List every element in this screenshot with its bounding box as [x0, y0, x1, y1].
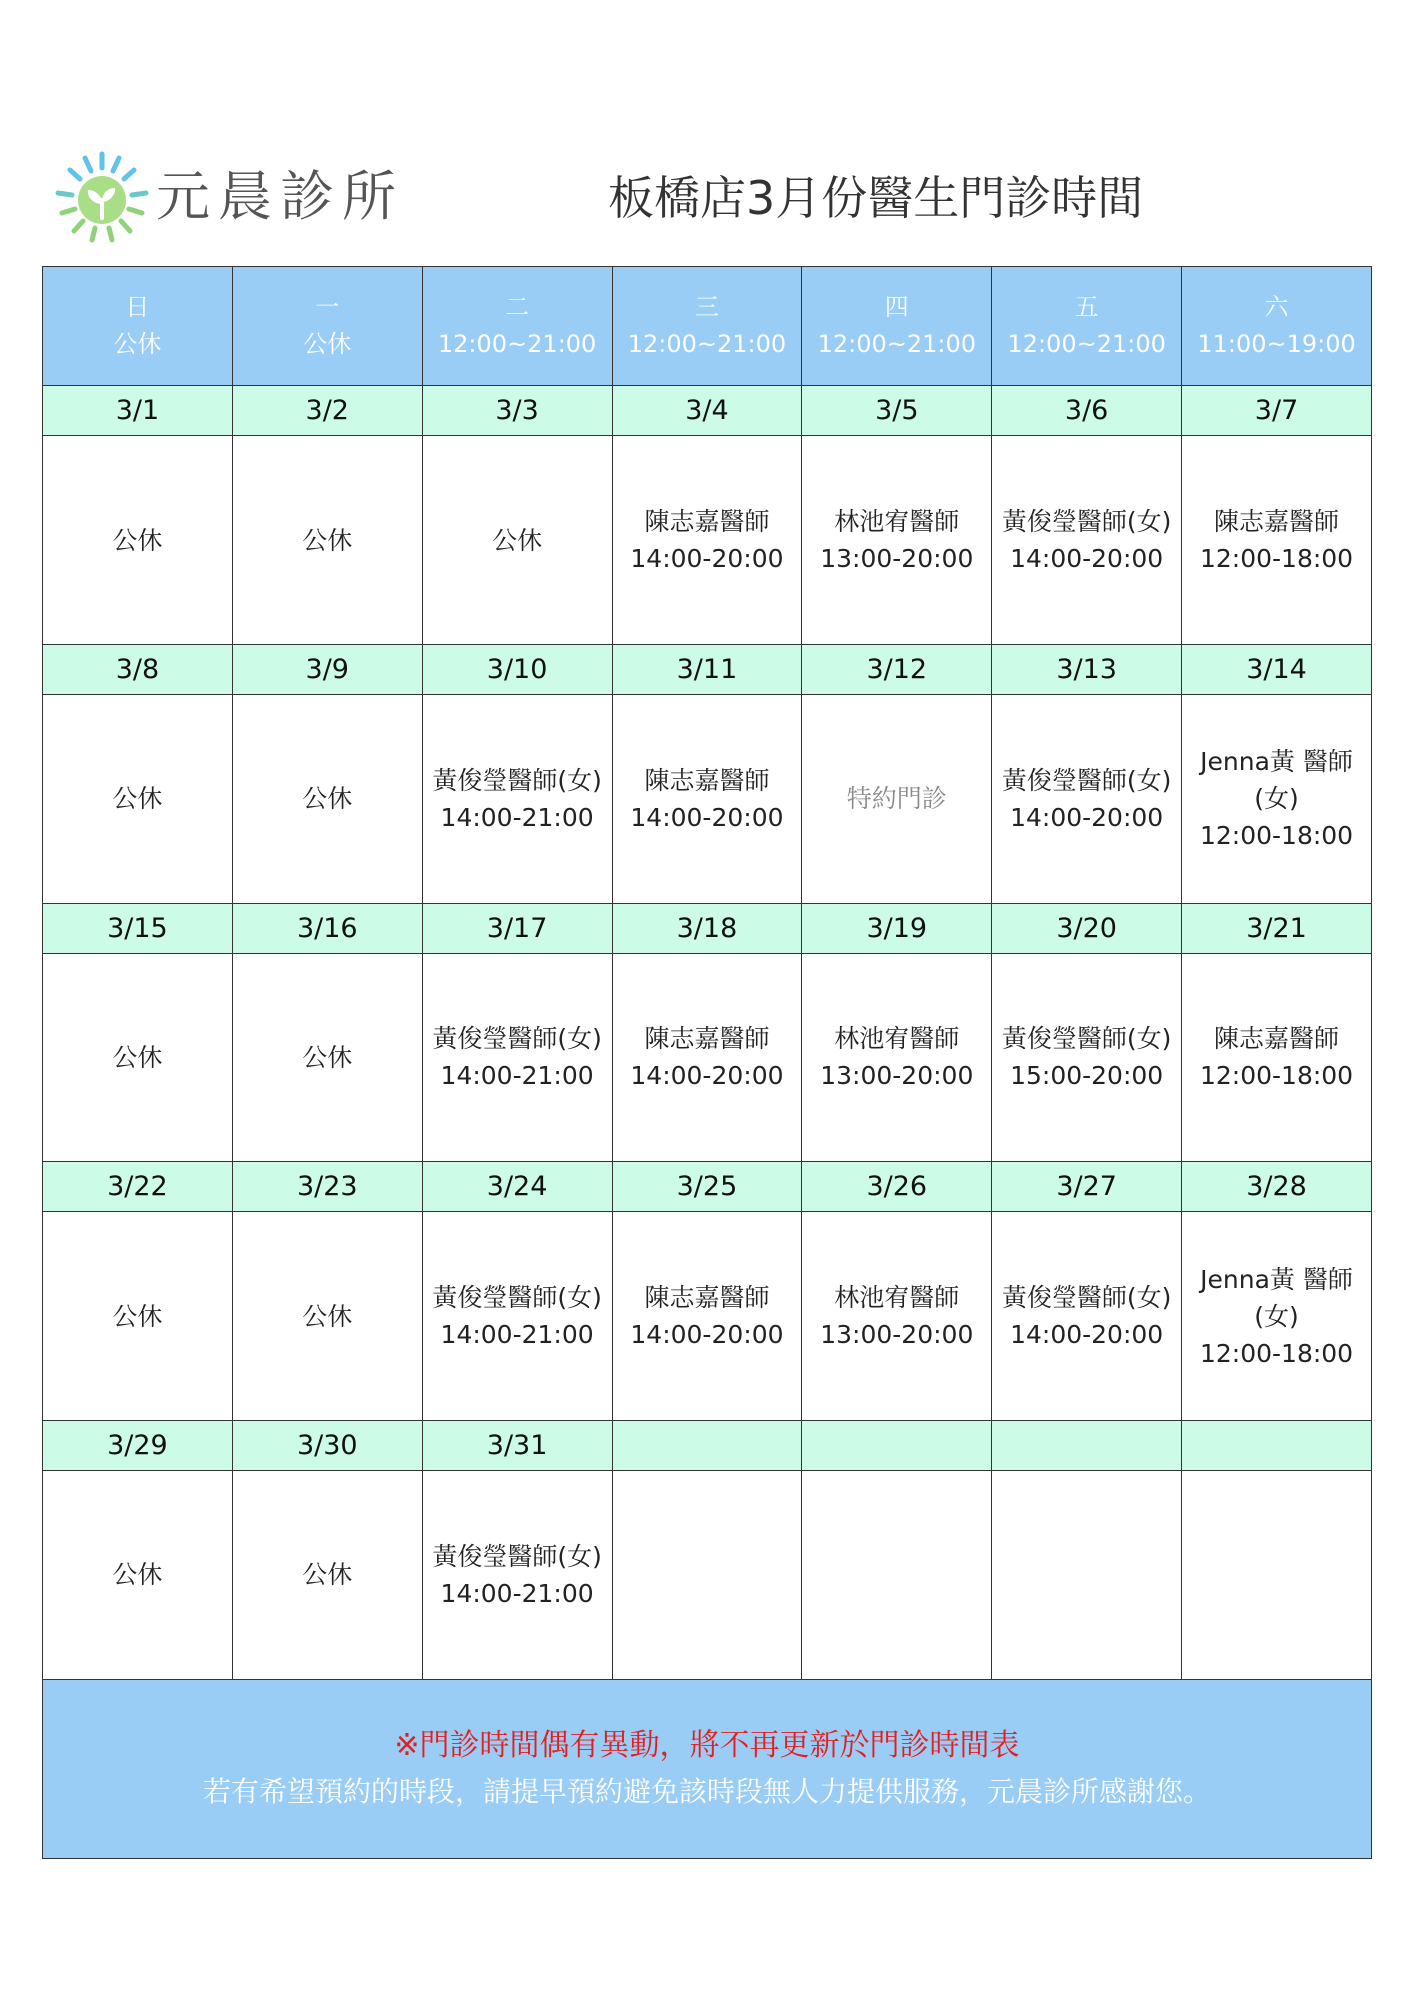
weekday-header-row — [43, 267, 1372, 386]
clinic-hours: 13:00-20:00 — [820, 1061, 974, 1091]
doctor-name: 黃俊瑩醫師(女) — [1001, 765, 1172, 795]
weekday-header-cell — [422, 267, 612, 386]
weekday-name: 三 — [694, 293, 719, 322]
date-cell — [992, 1420, 1182, 1470]
doctor-name: 公休 — [112, 1560, 163, 1590]
weekday-name: 四 — [884, 293, 909, 322]
date-cell: 3/20 — [992, 903, 1182, 953]
date-cell: 3/14 — [1182, 644, 1372, 694]
doctor-name: 公休 — [302, 1042, 353, 1072]
date-cell: 3/30 — [232, 1420, 422, 1470]
clinic-hours: 14:00-20:00 — [630, 1061, 784, 1091]
schedule-cell — [43, 1470, 233, 1679]
clinic-hours: 12:00-18:00 — [1199, 1338, 1354, 1368]
schedule-cell — [992, 1212, 1182, 1421]
schedule-cell — [612, 436, 802, 645]
schedule-cell — [422, 695, 612, 904]
schedule-cell — [992, 436, 1182, 645]
weekday-name: 日 — [125, 293, 150, 322]
date-cell: 3/19 — [802, 903, 992, 953]
weekday-hours: 12:00~21:00 — [1007, 330, 1166, 359]
weekday-name: 一 — [315, 293, 340, 322]
doctor-name: 黃俊瑩醫師(女) — [1001, 1024, 1172, 1054]
clinic-hours: 12:00-18:00 — [1199, 544, 1354, 574]
schedule-cell — [612, 1470, 802, 1679]
date-cell: 3/21 — [1182, 903, 1372, 953]
doctor-name: 公休 — [492, 525, 543, 555]
weekday-hours: 12:00~21:00 — [817, 330, 977, 359]
date-cell: 3/18 — [612, 903, 802, 953]
doctor-name: 陳志嘉醫師 — [644, 765, 770, 795]
date-cell: 3/8 — [43, 644, 233, 694]
weekday-name: 五 — [1074, 293, 1099, 322]
weekday-name: 二 — [505, 293, 530, 322]
weekday-hours: 11:00~19:00 — [1197, 330, 1356, 359]
clinic-hours: 13:00-20:00 — [820, 544, 974, 574]
page-title: 板橋店3月份醫生門診時間 — [608, 171, 1144, 225]
date-row — [43, 644, 1372, 694]
schedule-cell — [232, 695, 422, 904]
weekday-hours: 公休 — [303, 330, 352, 359]
schedule-cell — [422, 953, 612, 1162]
schedule-cell — [802, 436, 992, 645]
date-cell: 3/13 — [992, 644, 1182, 694]
weekday-hours: 12:00~21:00 — [437, 330, 597, 359]
doctor-name: 特約門診 — [846, 784, 947, 814]
date-row — [43, 1162, 1372, 1212]
date-row — [43, 386, 1372, 436]
doctor-name: 黃俊瑩醫師(女) — [1001, 507, 1172, 537]
schedule-cell — [232, 1212, 422, 1421]
date-cell: 3/11 — [612, 644, 802, 694]
schedule-cell — [612, 953, 802, 1162]
doctor-name: 林池宥醫師 — [834, 507, 960, 537]
clinic-hours: 14:00-20:00 — [1010, 1320, 1164, 1350]
doctor-name: 林池宥醫師 — [834, 1024, 960, 1054]
schedule-cell — [992, 695, 1182, 904]
schedule-cell — [232, 953, 422, 1162]
clinic-hours: 12:00-18:00 — [1199, 821, 1354, 851]
weekday-header-cell — [802, 267, 992, 386]
schedule-table — [42, 266, 1372, 1859]
weekday-header-cell — [992, 267, 1182, 386]
schedule-cell — [802, 695, 992, 904]
schedule-cell — [43, 1212, 233, 1421]
clinic-hours: 13:00-20:00 — [820, 1320, 974, 1350]
schedule-row — [43, 695, 1372, 904]
footer-notice-row — [43, 1679, 1372, 1859]
clinic-hours: 14:00-20:00 — [630, 544, 784, 574]
schedule-cell — [1182, 1212, 1372, 1421]
schedule-cell — [612, 1212, 802, 1421]
date-cell: 3/6 — [992, 386, 1182, 436]
doctor-name: 陳志嘉醫師 — [1214, 1024, 1340, 1054]
date-cell: 3/24 — [422, 1162, 612, 1212]
clinic-hours: 14:00-21:00 — [440, 1320, 594, 1350]
schedule-cell — [1182, 695, 1372, 904]
doctor-name: 陳志嘉醫師 — [644, 1283, 770, 1313]
date-cell — [802, 1420, 992, 1470]
booking-advice: 若有希望預約的時段，請提早預約避免該時段無人力提供服務，元晨診所感謝您。 — [202, 1774, 1211, 1808]
schedule-row — [43, 436, 1372, 645]
doctor-name: Jenna黃 醫師(女) — [1200, 1264, 1353, 1331]
footer-notice-cell — [43, 1679, 1372, 1859]
weekday-name: 六 — [1264, 293, 1289, 322]
date-cell: 3/3 — [422, 386, 612, 436]
doctor-name: 黃俊瑩醫師(女) — [432, 1283, 602, 1313]
date-cell: 3/31 — [422, 1420, 612, 1470]
schedule-row — [43, 1212, 1372, 1421]
schedule-row — [43, 1470, 1372, 1679]
schedule-cell — [43, 436, 233, 645]
doctor-name: 陳志嘉醫師 — [644, 1024, 770, 1054]
schedule-change-notice: ※門診時間偶有異動，將不再更新於門診時間表 — [394, 1727, 1020, 1763]
date-cell: 3/22 — [43, 1162, 233, 1212]
schedule-cell — [802, 953, 992, 1162]
clinic-hours: 14:00-21:00 — [440, 802, 594, 832]
date-cell: 3/23 — [232, 1162, 422, 1212]
date-cell: 3/9 — [232, 644, 422, 694]
schedule-cell — [992, 1470, 1182, 1679]
doctor-name: 陳志嘉醫師 — [1214, 507, 1340, 537]
schedule-cell — [422, 436, 612, 645]
clinic-hours: 14:00-20:00 — [630, 1320, 784, 1350]
schedule-cell — [802, 1212, 992, 1421]
clinic-hours: 14:00-21:00 — [440, 1578, 594, 1608]
date-cell: 3/17 — [422, 903, 612, 953]
date-cell — [612, 1420, 802, 1470]
weekday-hours: 12:00~21:00 — [627, 330, 787, 359]
date-cell: 3/5 — [802, 386, 992, 436]
doctor-name: 公休 — [302, 1560, 353, 1590]
doctor-name: 黃俊瑩醫師(女) — [432, 765, 602, 795]
clinic-hours: 12:00-18:00 — [1199, 1061, 1354, 1091]
schedule-cell — [232, 1470, 422, 1679]
doctor-name: 公休 — [302, 525, 353, 555]
clinic-logo-text: 元晨診所 — [156, 165, 404, 228]
clinic-hours: 14:00-20:00 — [1010, 802, 1164, 832]
clinic-hours: 14:00-20:00 — [630, 802, 784, 832]
schedule-cell — [1182, 953, 1372, 1162]
date-cell: 3/25 — [612, 1162, 802, 1212]
doctor-name: 公休 — [112, 1301, 163, 1331]
date-row — [43, 1420, 1372, 1470]
date-cell: 3/28 — [1182, 1162, 1372, 1212]
doctor-name: 公休 — [112, 784, 163, 814]
date-cell: 3/29 — [43, 1420, 233, 1470]
schedule-cell — [612, 695, 802, 904]
schedule-cell — [232, 436, 422, 645]
weekday-header-cell — [612, 267, 802, 386]
date-cell: 3/26 — [802, 1162, 992, 1212]
schedule-cell — [802, 1470, 992, 1679]
date-cell: 3/2 — [232, 386, 422, 436]
doctor-name: 黃俊瑩醫師(女) — [432, 1541, 602, 1571]
weekday-header-cell — [43, 267, 233, 386]
doctor-name: 黃俊瑩醫師(女) — [1001, 1283, 1172, 1313]
clinic-hours: 14:00-20:00 — [1010, 544, 1164, 574]
date-cell: 3/27 — [992, 1162, 1182, 1212]
date-cell: 3/1 — [43, 386, 233, 436]
date-cell: 3/7 — [1182, 386, 1372, 436]
weekday-hours: 公休 — [113, 330, 162, 359]
date-row — [43, 903, 1372, 953]
schedule-cell — [422, 1470, 612, 1679]
date-cell: 3/10 — [422, 644, 612, 694]
date-cell: 3/15 — [43, 903, 233, 953]
doctor-name: 林池宥醫師 — [834, 1283, 960, 1313]
schedule-cell — [1182, 436, 1372, 645]
schedule-cell — [422, 1212, 612, 1421]
date-cell: 3/4 — [612, 386, 802, 436]
schedule-cell — [43, 953, 233, 1162]
doctor-name: 公休 — [302, 1301, 353, 1331]
date-cell: 3/12 — [802, 644, 992, 694]
clinic-hours: 14:00-21:00 — [440, 1061, 594, 1091]
doctor-name: 公休 — [112, 1042, 163, 1072]
date-cell: 3/16 — [232, 903, 422, 953]
schedule-row — [43, 953, 1372, 1162]
schedule-cell — [1182, 1470, 1372, 1679]
doctor-name: 公休 — [112, 525, 163, 555]
doctor-name: 公休 — [302, 784, 353, 814]
date-cell — [1182, 1420, 1372, 1470]
schedule-cell — [43, 695, 233, 904]
schedule-cell — [992, 953, 1182, 1162]
weekday-header-cell — [1182, 267, 1372, 386]
doctor-name: 黃俊瑩醫師(女) — [432, 1024, 602, 1054]
weekday-header-cell — [232, 267, 422, 386]
clinic-hours: 15:00-20:00 — [1010, 1061, 1164, 1091]
sun-sprout-logo-icon — [52, 148, 152, 248]
doctor-name: 陳志嘉醫師 — [644, 507, 770, 537]
doctor-name: Jenna黃 醫師(女) — [1200, 747, 1353, 814]
